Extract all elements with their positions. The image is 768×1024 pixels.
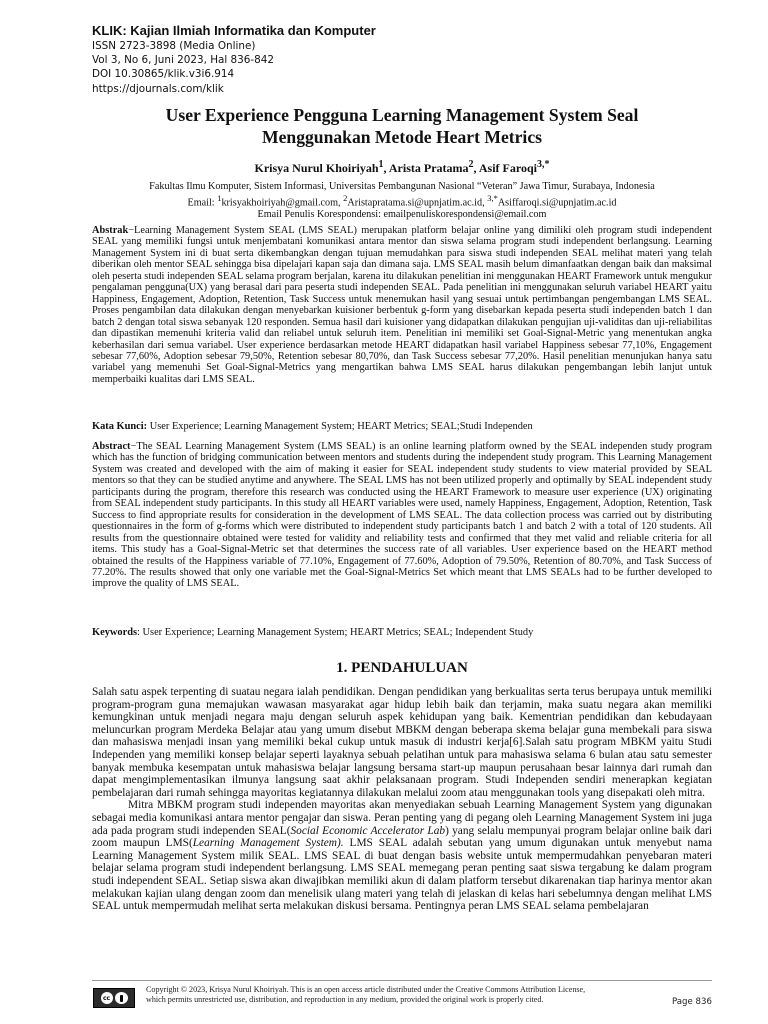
- copyright-line: Copyright © 2023, Krisya Nurul Khoiriyah. This is an open access article distributed under the Creative Commons Attribution License,: [146, 985, 586, 994]
- author-name: Arista Pratama: [388, 161, 469, 175]
- author-affil-mark: 2: [468, 159, 474, 170]
- keywords-label: Keywords: [92, 627, 138, 638]
- abstract-label: Abstrak: [92, 225, 129, 236]
- body-italic-run: Learning Management System).: [192, 837, 344, 850]
- author-list: [92, 159, 712, 176]
- journal-volume: Vol 3, No 6, Juni 2023, Hal 836-842: [92, 54, 274, 67]
- keywords-text: : User Experience; Learning Management System; HEART Metrics; SEAL; Independent Study: [137, 627, 534, 638]
- footer-divider: [92, 980, 712, 981]
- author-affil-mark: 3,*: [536, 159, 550, 170]
- email-mark: 1: [217, 192, 222, 203]
- body-text-run: Mitra MBKM program studi independen mayoritas akan menyediakan sebuah Learning Management System yang digunakan sebagai media komunikasi antara mentor pengajar dan siswa. Peran penting yang di pegang oleh Learning Management System ini juga ada pada program studi independen SEAL(: [92, 799, 712, 837]
- abstract-text: −The SEAL Learning Management System (LMS SEAL) is an online learning platform owned by the SEAL independen study program which has the function of bridging communication between mentors and students during the independent study program. This Learning Management System was created and developed with the aim of making it easier for SEAL independent study students to view material provided by SEAL mentors so that they can be studied anytime and anywhere. The SEAL LMS has not been utilized properly and optimally by SEAL independent study participants during the program, therefore this research was conducted using the HEART Framework to measure user experience (UX) originating from SEAL independent study participants. In this study all HEART variables were used, namely Happiness, Engagement, Adoption, Retention, Task Success to find appropriate results for consideration in the development of LMS SEAL. The data collection process was carried out by distributing questionnaires in the form of g-forms which were distributed to independent study participants batch 1 and batch 2 with a total of 120 students. All results from the questionnaire obtained were tested for validity and reliability tests and confirmed that they met valid and reliable criteria for all items. This study has a Goal-Signal-Metric set that determines the success rate of all variables. User experience based on the HEART method obtained the results of the Happiness variable of 77.10%, Engagement of 77.60%, Adoption of 79.50%, Retention of 80.70%, and Task Success of 77.20%. The results showed that only one variable met the Goal-Signal-Metrics Set which meant that LMS SEALs had to be further developed to improve the quality of LMS SEAL.: [92, 441, 712, 590]
- email-mark: 2: [343, 192, 348, 203]
- affiliation-block: [92, 181, 712, 220]
- journal-doi: DOI 10.30865/klik.v3i6.914: [92, 68, 235, 81]
- copyright-notice: [146, 985, 666, 1005]
- abstract-english: [92, 441, 712, 590]
- body-paragraph: [92, 799, 712, 912]
- author-separator: ,: [473, 161, 479, 175]
- paper-title: [92, 104, 712, 148]
- journal-header: [92, 23, 692, 96]
- email-address: Asiffaroqi.si@upnjatim.ac.id: [497, 196, 617, 208]
- author-name: Asif Faroqi: [478, 161, 537, 175]
- journal-url[interactable]: https://djournals.com/klik: [92, 82, 224, 95]
- body-text: [92, 686, 712, 913]
- author-emails: [92, 193, 712, 209]
- email-address: krisyakhoiriyah@gmail.com,: [221, 196, 344, 208]
- section-heading: 1. PENDAHULUAN: [336, 660, 468, 676]
- journal-issn: ISSN 2723-3898 (Media Online): [92, 40, 256, 52]
- page-number: Page 836: [672, 997, 712, 1007]
- author-affil-mark: 1: [378, 159, 384, 170]
- email-mark: 3,*: [487, 192, 498, 203]
- corresponding-email: Email Penulis Korespondensi: emailpenuliskorespondensi@email.com: [257, 208, 547, 220]
- email-address: Aristapratama.si@upnjatim.ac.id,: [347, 196, 488, 208]
- cc-icon: cc: [101, 992, 113, 1004]
- keywords-indonesian: [92, 421, 712, 433]
- person-icon: [115, 992, 128, 1004]
- abstract-text: −Learning Management System SEAL (LMS SEAL) merupakan platform belajar online yang dimiliki oleh program studi independent SEAL yang memiliki fungsi untuk menjembatani komunikasi antara mentor dan siswa selama program studi independent berlangsung. Learning Management System ini di buat serta dikembangkan dengan tujuan memudahkan para siswa studi independen SEAL melihat materi yang telah diberikan oleh mentor SEAL sehingga bisa dipelajari kapan saja dan dimana saja. LMS SEAL masih belum dimanfaatkan dengan baik dan maksimal oleh peserta studi independen SEAL selama program berjalan, karena itu dilakukan penelitian ini menggunakan HEART Framework untuk mengukur pengalaman pengguna(UX) yang berasal dari para peserta studi independen SEAL. Pada penelitian ini menggunakan seluruh variabel HEART yaitu Happiness, Engagement, Adoption, Retention, Task Success untuk menemukan hasil yang sesuai untuk pertimbangan pengembangan LMS SEAL. Proses pengambilan data dilakukan dengan menyebarkan kuisioner berbentuk g-form yang disebarkan kepada peserta studi independen batch 1 dan batch 2 dengan total siswa sebanyak 120 responden. Semua hasil dari kuisioner yang didapatkan dilakukan pengujian uji-validitas dan uji-reliabilitas dan dipastikan memenuhi kriteria valid dan reliabel untuk seluruh item. Penelitian ini memiliki set Goal-Signal-Metric yang menentukan angka keberhasilan dari semua variabel. User experience berdasarkan metode HEART didapatkan hasil variabel Happiness sebesar 77,10%, Engagement sebesar 77,60%, Adoption sebesar 79,50%, Retention sebesar 80,70%, dan Task Success sebesar 77,20%. Hasil penelitian menunjukan hanya satu variabel yang memenuhi Set Goal-Signal-Metrics yang mengartikan bahwa LMS SEAL harus dilakukan pengembangan lebih lanjut untuk memperbaiki kualitas dari LMS SEAL.: [92, 225, 712, 385]
- author-separator: ,: [383, 161, 389, 175]
- keywords-label: Kata Kunci:: [92, 421, 148, 432]
- copyright-line: which permits unrestricted use, distribution, and reproduction in any medium, provided the original work is properly cited.: [146, 995, 544, 1004]
- affiliation: Fakultas Ilmu Komputer, Sistem Informasi, Universitas Pembangunan Nasional “Veteran” Jawa Timur, Surabaya, Indonesia: [149, 181, 655, 192]
- email-prefix: Email:: [187, 196, 218, 208]
- body-paragraph: Salah satu aspek terpenting di suatau negara ialah pendidikan. Dengan pendidikan yang berkualitas serta terus berupaya untuk memiliki program-program guna memajukan wawasan masyarakat agar hidup lebih baik dan terjamin, maka suatu negara akan memiliki kemungkinan untuk menjadi negara maju dengan seluruh aspek kehidupan yang baik. Kementrian pendidikan dan kebudayaan meluncurkan program Merdeka Belajar atau yang umum disebut MBKM dengan beberapa skema belajar guna membekali para siswa dan mahasiswa menjadi insan yang memiliki bekal cukup untuk masuk di industri kerja[6].Salah satu program MBKM yaitu Studi Independen yang memiliki konsep belajar seperti layaknya sebuah pelatihan untuk para mahasiswa selama 6 bulan atau satu semester banyak membuka kesempatan untuk mahasiswa belajar langsung bersama start-up maupun perusahaan besar lainnya dari rumah dan dapat mengimplementasikan ilmunya langsung saat akhir pelaksanaan program. Studi Independen sendiri menerapkan kegiatan pembelajaran dari rumah sehingga mayoritas kegiatannya dilakukan melalui zoom atau menggunakan tools yang disepakati oleh mitra.: [92, 686, 712, 799]
- keywords-english: [92, 627, 712, 639]
- cc-license-badge[interactable]: [93, 988, 135, 1008]
- paper-title-line-1: User Experience Pengguna Learning Management System Seal: [165, 105, 639, 125]
- paper-title-line-2: Menggunakan Metode Heart Metrics: [262, 127, 542, 147]
- body-text-run: ) yang selalu mempunyai program belajar online baik dari zoom maupun LMS(: [92, 824, 712, 850]
- journal-name: KLIK: Kajian Ilmiah Informatika dan Komputer: [92, 23, 376, 38]
- body-italic-run: Social Economic Accelerator Lab: [290, 824, 446, 837]
- abstract-label: Abstract: [92, 441, 131, 452]
- abstract-indonesian: [92, 225, 712, 385]
- body-text-run: LMS SEAL adalah sebutan yang umum digunakan untuk menyebut nama Learning Management System milik SEAL. LMS SEAL di buat dengan basis website untuk mempermudahkan penyebaran materi belajar selama program studi independent berlangsung. LMS SEAL memegang peran penting saat siswa tergabung ke dalam program studi independent SEAL. Setiap siswa akan diwajibkan memiliki akun di dalam platform tersebut dikarenakan tiap harinya mentor akan melakukan kajian ulang dengan zoom dan menelisik ulang materi yang telah di jelaskan di kelas hari sebelumnya dengan melihat LMS SEAL untuk mempermudah melihat serta melakukan diskusi bersama. Pentingnya peran LMS SEAL selama pembelajaran: [92, 837, 712, 913]
- author-name: Krisya Nurul Khoiriyah: [254, 161, 379, 175]
- keywords-text: User Experience; Learning Management System; HEART Metrics; SEAL;Studi Independen: [147, 421, 533, 432]
